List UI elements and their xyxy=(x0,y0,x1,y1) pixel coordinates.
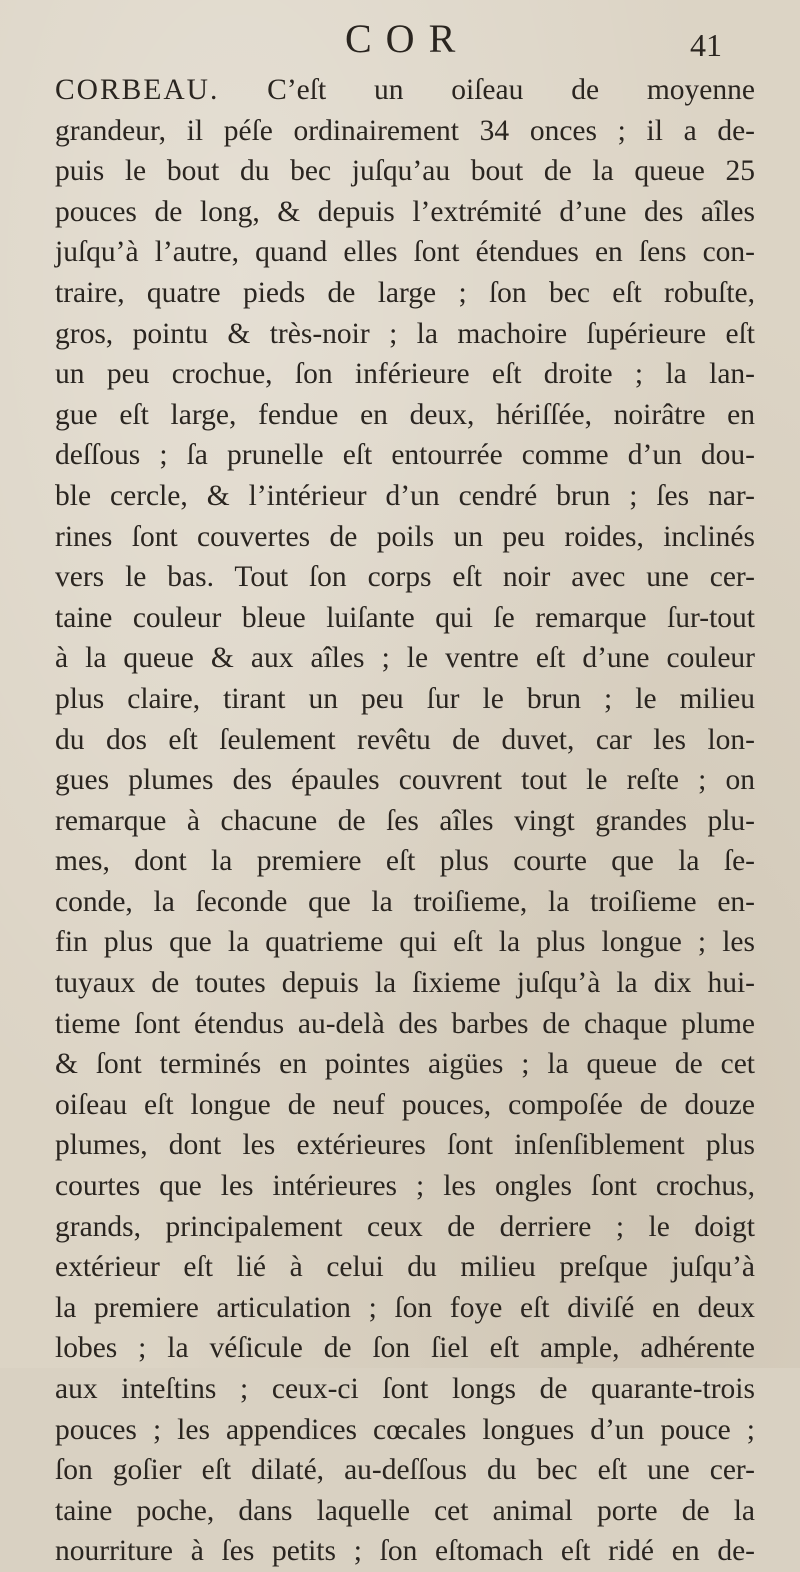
text-line: pouces de long, & depuis l’extrémité d’une des aîles xyxy=(55,195,755,228)
text-line-content: C’eſt un oiſeau de moyenne xyxy=(219,74,755,106)
page-number: 41 xyxy=(690,27,722,63)
text-line: taine poche, dans laquelle cet animal porte de la xyxy=(55,1494,755,1527)
text-line: courtes que les intérieures ; les ongles ſont crochus, xyxy=(55,1170,755,1203)
text-line: plus claire, tirant un peu ſur le brun ; le milieu xyxy=(55,682,755,715)
text-line: tieme ſont étendus au-delà des barbes de chaque plume xyxy=(55,1007,755,1040)
text-line: gues plumes des épaules couvrent tout le reſte ; on xyxy=(55,764,755,797)
text-line: extérieur eſt lié à celui du milieu preſque juſqu’à xyxy=(55,1251,755,1284)
text-line: pouces ; les appendices cœcales longues d’un pouce ; xyxy=(55,1413,755,1446)
text-line: grandeur, il péſe ordinairement 34 onces ; il a de- xyxy=(55,114,755,147)
page-header xyxy=(0,14,800,64)
text-line: mes, dont la premiere eſt plus courte que la ſe- xyxy=(55,845,755,878)
text-line: aux inteſtins ; ceux-ci ſont longs de quarante-trois xyxy=(55,1373,755,1405)
text-line: fin plus que la quatrieme qui eſt la plus longue ; les xyxy=(55,926,755,959)
text-line: gue eſt large, fendue en deux, hériſſée, noirâtre en xyxy=(55,398,755,431)
text-line: ble cercle, & l’intérieur d’un cendré brun ; ſes nar- xyxy=(55,479,755,512)
text-line: remarque à chacune de ſes aîles vingt grandes plu- xyxy=(55,804,755,837)
text-line: traire, quatre pieds de large ; ſon bec eſt robuſte, xyxy=(55,276,755,309)
text-line: gros, pointu & très-noir ; la machoire ſupérieure eſt xyxy=(55,317,755,350)
text-line: plumes, dont les extérieures ſont inſenſiblement plus xyxy=(55,1129,755,1162)
running-head: COR xyxy=(345,16,470,61)
text-line: rines ſont couvertes de poils un peu roides, inclinés xyxy=(55,520,755,553)
article-text xyxy=(55,70,755,1572)
text-line: deſſous ; ſa prunelle eſt entourrée comme d’un dou- xyxy=(55,439,755,472)
text-line: & ſont terminés en pointes aigües ; la queue de cet xyxy=(55,1048,755,1081)
text-line: grands, principalement ceux de derriere ; le doigt xyxy=(55,1210,755,1243)
text-line: taine couleur bleue luiſante qui ſe remarque ſur-tout xyxy=(55,601,755,634)
text-line: un peu crochue, ſon inférieure eſt droite ; la lan- xyxy=(55,358,755,391)
text-line: vers le bas. Tout ſon corps eſt noir avec une cer- xyxy=(55,561,755,594)
text-line: du dos eſt ſeulement revêtu de duvet, car les lon- xyxy=(55,723,755,756)
text-line: la premiere articulation ; ſon foye eſt diviſé en deux xyxy=(55,1291,755,1324)
text-line: conde, la ſeconde que la troiſieme, la troiſieme en- xyxy=(55,885,755,918)
text-line: nourriture à ſes petits ; ſon eſtomach eſt ridé en de- xyxy=(55,1535,755,1568)
text-line: à la queue & aux aîles ; le ventre eſt d’une couleur xyxy=(55,642,755,675)
text-line: tuyaux de toutes depuis la ſixieme juſqu’à la dix hui- xyxy=(55,967,755,1000)
text-line: ſon goſier eſt dilaté, au-deſſous du bec eſt une cer- xyxy=(55,1454,755,1487)
text-line: juſqu’à l’autre, quand elles ſont étendues en ſens con- xyxy=(55,236,755,269)
text-line: oiſeau eſt longue de neuf pouces, compoſée de douze xyxy=(55,1088,755,1121)
text-line: puis le bout du bec juſqu’au bout de la queue 25 xyxy=(55,155,755,188)
text-line xyxy=(55,70,755,111)
headword: CORBEAU. xyxy=(55,74,220,106)
text-line: lobes ; la véſicule de ſon ſiel eſt ample, adhérente xyxy=(55,1332,755,1365)
